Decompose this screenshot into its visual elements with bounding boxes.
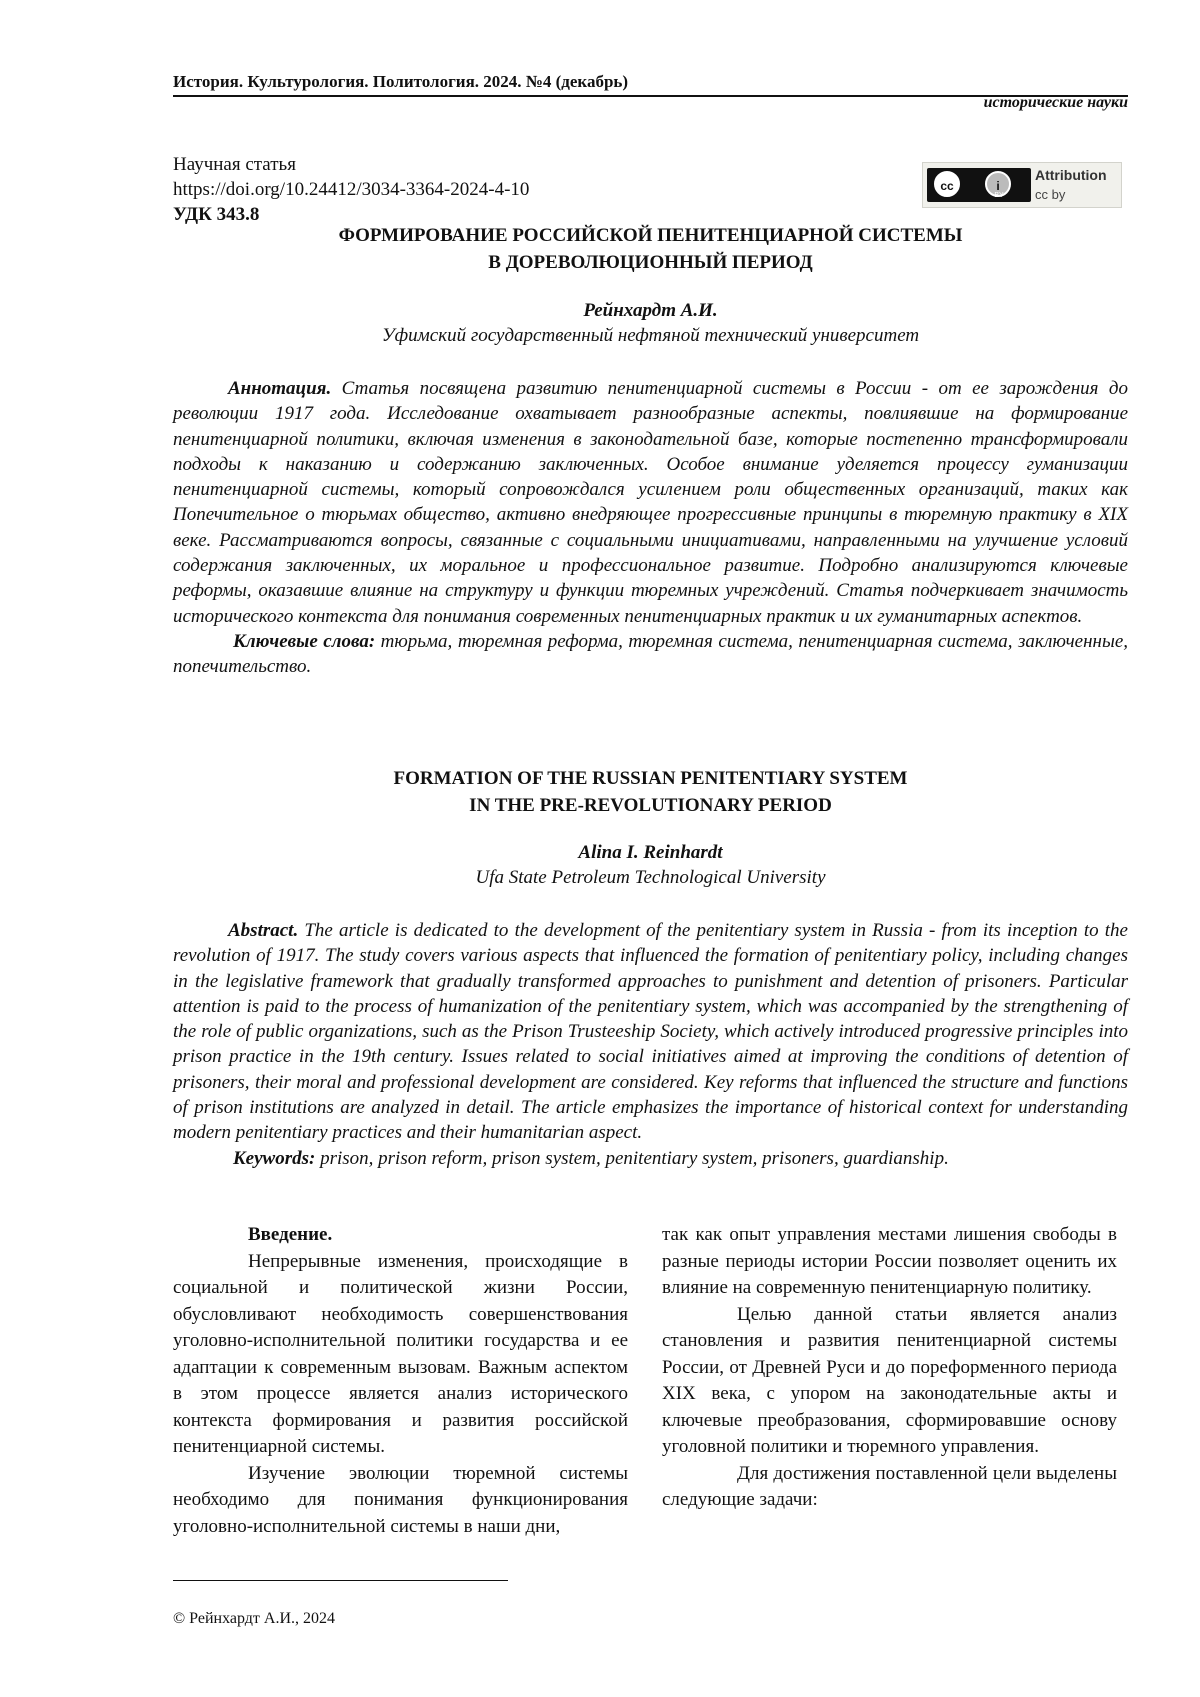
cc-logo	[927, 168, 1031, 202]
affiliation-en: Ufa State Petroleum Technological University	[475, 867, 826, 888]
body-paragraph: Непрерывные изменения, происходящие в социальной и политической жизни России, обусловливают необходимость совершенствования уголовно-исполнительной политики государства и ее адаптации к современным вызовам. Важным аспектом в этом процессе является анализ исторического контекста формирования и развития российской пенитенциарной системы.	[173, 1250, 628, 1457]
keywords-ru-paragraph	[173, 629, 1128, 680]
body-column-left	[173, 1222, 628, 1540]
affiliation-ru: Уфимский государственный нефтяной технический университет	[381, 325, 920, 346]
cc-by-license-badge[interactable]	[922, 162, 1122, 208]
udk-code: УДК 343.8	[173, 204, 260, 225]
abstract-ru-text: Статья посвящена развитию пенитенциарной системы в России - от ее зарождения до революции 1917 года. Исследование охватывает разнообразные аспекты, повлиявшие на формирование пенитенциарной политики, включая изменения в законодательной базе, которые постепенно трансформировали подходы к наказанию и содержанию заключенных. Особое внимание уделяется процессу гуманизации пенитенциарной системы, который сопровождался усилением роли общественных организаций, таких как Попечительное о тюрьмах общество, активно внедряющее прогрессивные принципы в тюремную практику в XIX веке. Рассматриваются вопросы, связанные с социальными инициативами, направленными на улучшение условий содержания заключенных, их моральное и профессиональное развитие. Подробно анализируются ключевые реформы, оказавшие влияние на структуру и функции тюремных учреждений. Статья подчеркивает значимость исторического контекста для понимания современных пенитенциарных практик и их гуманитарных аспектов.	[173, 378, 1128, 627]
keywords-ru-label: Ключевые слова:	[233, 630, 376, 652]
journal-running-head: История. Культурология. Политология. 2024. №4 (декабрь)	[173, 72, 629, 91]
by-mark: BY	[994, 192, 1004, 199]
title-en-line-1: FORMATION OF THE RUSSIAN PENITENTIARY SYSTEM	[393, 768, 908, 789]
abstract-ru-paragraph	[173, 376, 1128, 629]
body-paragraph: Целью данной статьи является анализ становления и развития пенитенциарной системы России, от Древней Руси и до пореформенного периода XIX века, с упором на законодательные акты и ключевые преобразования, сформировавшие основу уголовной политики и тюремного управления.	[662, 1303, 1117, 1457]
section-label: исторические науки	[983, 94, 1128, 111]
title-ru-line-2: В ДОРЕВОЛЮЦИОННЫЙ ПЕРИОД	[488, 252, 813, 273]
title-ru-line-1: ФОРМИРОВАНИЕ РОССИЙСКОЙ ПЕНИТЕНЦИАРНОЙ СИСТЕМЫ	[338, 225, 963, 246]
attribution-person-icon: i	[985, 171, 1011, 197]
abstract-ru-label: Аннотация.	[228, 378, 332, 399]
article-title-en	[173, 765, 1128, 819]
body-paragraph: так как опыт управления местами лишения свободы в разные периоды истории России позволяет оценить их влияние на современную пенитенциарную политику.	[662, 1224, 1117, 1298]
abstract-en-paragraph	[173, 918, 1128, 1146]
doi-link[interactable]: https://doi.org/10.24412/3034-3364-2024-4-10	[173, 179, 530, 200]
abstract-en-label: Abstract.	[228, 920, 299, 941]
copyright-notice: © Рейнхардт А.И., 2024	[173, 1610, 335, 1627]
keywords-ru-text: тюрьма, тюремная реформа, тюремная система, пенитенциарная система, заключенные, попечительство.	[173, 630, 1128, 678]
keywords-en-paragraph	[173, 1146, 1128, 1171]
footnote-rule	[173, 1580, 508, 1581]
license-label: Attribution	[1035, 167, 1107, 183]
license-sub: cc by	[1035, 187, 1066, 202]
title-en-line-2: IN THE PRE-REVOLUTIONARY PERIOD	[469, 795, 832, 816]
keywords-en-label: Keywords:	[233, 1147, 316, 1169]
author-ru: Рейнхардт А.И.	[583, 300, 718, 321]
abstract-en-text: The article is dedicated to the development of the penitentiary system in Russia - from its inception to the revolution of 1917. The study covers various aspects that influenced the formation of penitentiary policy, including changes in the legislative framework that gradually transformed approaches to punishment and detention of prisoners. Particular attention is paid to the process of humanization of the penitentiary system, which was accompanied by the strengthening of the role of public organizations, such as the Prison Trusteeship Society, which actively introduced progressive principles into prison practice in the 19th century. Issues related to social initiatives aimed at improving the conditions of detention of prisoners, their moral and professional development are considered. Key reforms that influenced the structure and functions of prison institutions are analyzed in detail. The article emphasizes the importance of historical context for understanding modern penitentiary practices and their humanitarian aspect.	[173, 920, 1128, 1144]
article-meta	[173, 152, 529, 227]
body-column-right	[662, 1222, 1117, 1514]
body-paragraph: Для достижения поставленной цели выделены следующие задачи:	[662, 1462, 1117, 1510]
article-type: Научная статья	[173, 154, 296, 175]
abstract-en	[173, 918, 1128, 1171]
cc-icon: cc	[934, 171, 960, 197]
author-en: Alina I. Reinhardt	[578, 842, 723, 863]
article-title-ru	[173, 222, 1128, 276]
abstract-ru	[173, 376, 1128, 680]
intro-heading: Введение.	[248, 1224, 333, 1245]
body-paragraph: Изучение эволюции тюремной системы необходимо для понимания функционирования уголовно-исполнительной системы в наши дни,	[173, 1462, 628, 1537]
keywords-en-text: prison, prison reform, prison system, penitentiary system, prisoners, guardianship.	[315, 1147, 949, 1169]
